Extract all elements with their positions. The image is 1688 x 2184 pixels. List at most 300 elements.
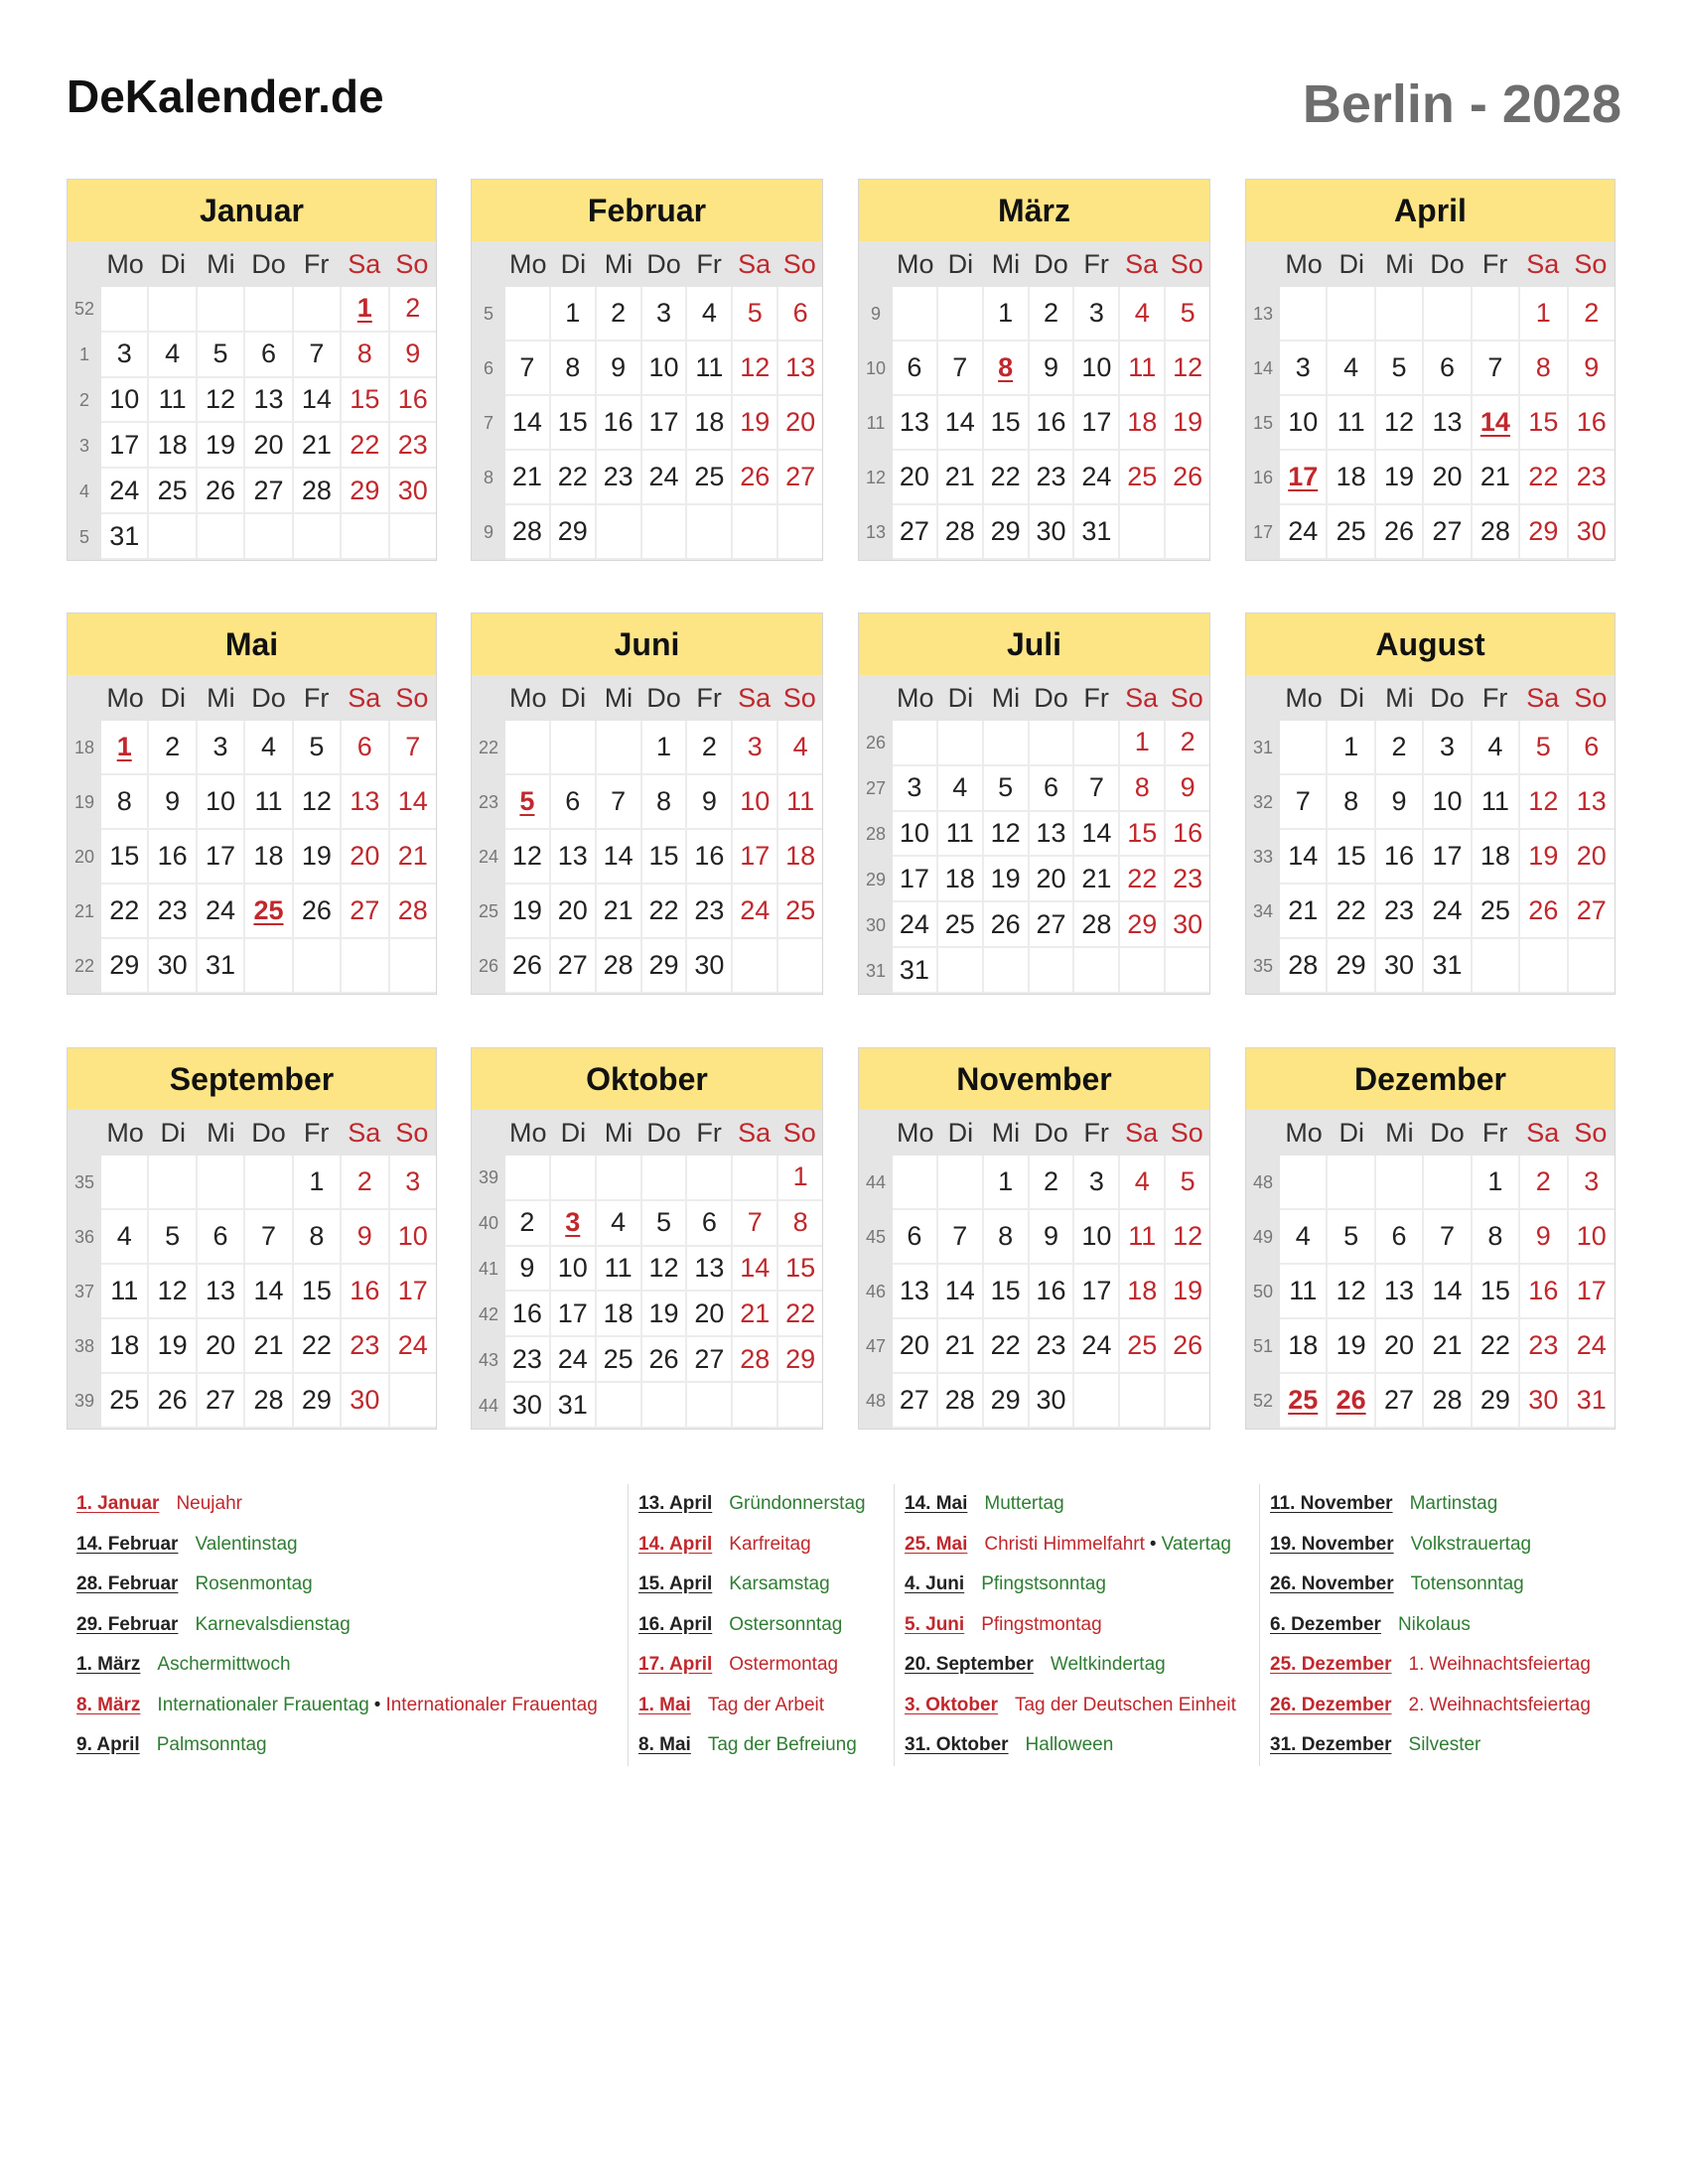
month-name: Juni: [472, 614, 822, 675]
day-cell: 14: [938, 1265, 984, 1319]
empty-day-cell: [1376, 1156, 1424, 1210]
weekday-label: Mi: [207, 682, 235, 713]
holiday-date: 4. Juni: [905, 1573, 965, 1595]
week-number: 48: [1246, 1156, 1280, 1210]
weekday-label: Fr: [1083, 1117, 1109, 1148]
empty-day-cell: [597, 1383, 642, 1429]
holiday-date: 26. Dezember: [1270, 1694, 1392, 1715]
weekday-label: Mo: [897, 682, 934, 713]
empty-day-cell: [149, 514, 197, 560]
week-row: [68, 1265, 436, 1319]
day-cell: 1: [551, 287, 597, 341]
week-number: 10: [859, 341, 893, 396]
week-number-header: [68, 241, 101, 287]
day-cell: 25: [687, 451, 733, 505]
day-cell: 16: [342, 1265, 389, 1319]
holiday-name: Volkstrauertag: [1410, 1533, 1532, 1555]
day-cell: 19: [733, 396, 778, 451]
holiday-entry: [76, 1686, 598, 1726]
day-cell: 16: [1376, 830, 1424, 885]
week-row: [859, 505, 1209, 560]
day-cell: 13: [1030, 812, 1075, 858]
day-cell: 13: [893, 396, 938, 451]
day-cell: 16: [1166, 812, 1209, 858]
weekday-label: Do: [251, 1117, 286, 1148]
day-cell: 23: [597, 451, 642, 505]
weekday-label: Sa: [1125, 248, 1159, 279]
day-cell: 6: [1569, 721, 1615, 775]
day-cell: 14: [505, 396, 551, 451]
empty-day-cell: [1280, 287, 1328, 341]
day-cell: 20: [687, 1292, 733, 1337]
empty-day-cell: [597, 505, 642, 560]
day-cell: 17: [893, 857, 938, 902]
day-cell: 9: [149, 775, 197, 830]
weekday-label: Mi: [1385, 248, 1414, 279]
day-cell: 28: [1424, 1374, 1472, 1429]
day-cell: 3: [101, 333, 149, 378]
day-cell: 15: [294, 1265, 342, 1319]
day-cell: 18: [1280, 1319, 1328, 1374]
day-cell: 5: [642, 1201, 688, 1247]
day-cell: 27: [893, 1374, 938, 1429]
day-cell: 17: [1074, 396, 1120, 451]
day-cell: 21: [1074, 857, 1120, 902]
holiday-date: 13. April: [638, 1493, 713, 1515]
day-cell: 22: [1328, 885, 1375, 939]
day-cell: 30: [687, 939, 733, 994]
weekday-label: Fr: [1083, 248, 1109, 279]
day-cell: 5: [984, 766, 1030, 812]
day-cell: 23: [687, 885, 733, 939]
weekday-label: So: [782, 1117, 816, 1148]
day-cell: 18: [1120, 1265, 1166, 1319]
day-cell: 12: [1166, 1210, 1209, 1265]
day-cell: 5: [505, 775, 551, 830]
week-number: 12: [859, 451, 893, 505]
weekday-label: Mo: [897, 1117, 934, 1148]
empty-day-cell: [149, 287, 197, 333]
day-cell: 9: [1520, 1210, 1568, 1265]
weekday-label: Mo: [106, 682, 144, 713]
day-cell: 13: [198, 1265, 245, 1319]
weekday-label: Sa: [1526, 248, 1560, 279]
day-cell: 20: [1376, 1319, 1424, 1374]
day-cell: 1: [1520, 287, 1568, 341]
weekday-label: Di: [947, 1117, 974, 1148]
weekday-label: Mi: [207, 248, 235, 279]
day-cell: 14: [1074, 812, 1120, 858]
month-name: März: [859, 180, 1209, 241]
weekday-label: Mo: [897, 248, 934, 279]
week-row: [859, 766, 1209, 812]
week-row: [472, 1292, 822, 1337]
holiday-date: 19. November: [1270, 1533, 1394, 1555]
month-januar: [67, 179, 437, 561]
day-cell: 15: [1120, 812, 1166, 858]
holiday-name: Tag der Befreiung: [707, 1734, 857, 1756]
weekday-label: Mi: [991, 1117, 1021, 1148]
day-cell: 6: [893, 341, 938, 396]
day-cell: 3: [642, 287, 688, 341]
weekday-label: So: [1170, 248, 1203, 279]
day-cell: 16: [1030, 1265, 1075, 1319]
weekday-label: Fr: [696, 248, 722, 279]
day-cell: 11: [1120, 1210, 1166, 1265]
day-cell: 27: [1424, 505, 1472, 560]
week-number: 41: [472, 1247, 505, 1293]
weekday-label: Sa: [348, 682, 381, 713]
day-cell: 2: [342, 1156, 389, 1210]
week-row: [1246, 505, 1615, 560]
day-cell: 10: [101, 378, 149, 424]
day-cell: 14: [1424, 1265, 1472, 1319]
empty-day-cell: [687, 1383, 733, 1429]
week-row: [859, 948, 1209, 994]
day-cell: 2: [1030, 1156, 1075, 1210]
day-cell: 22: [984, 451, 1030, 505]
day-cell: 14: [597, 830, 642, 885]
weekday-label: Sa: [1125, 1117, 1159, 1148]
day-cell: 21: [1424, 1319, 1472, 1374]
week-number: 40: [472, 1201, 505, 1247]
day-cell: 22: [778, 1292, 822, 1337]
day-cell: 2: [390, 287, 436, 333]
holiday-name: 2. Weihnachtsfeiertag: [1408, 1694, 1591, 1715]
holiday-entry: [905, 1725, 1236, 1766]
day-cell: 6: [1030, 766, 1075, 812]
empty-day-cell: [245, 287, 293, 333]
holiday-date: 31. Oktober: [905, 1734, 1009, 1756]
day-cell: 11: [1120, 341, 1166, 396]
holiday-date: 8. Mai: [638, 1734, 691, 1756]
holiday-name: Karnevalsdienstag: [195, 1613, 351, 1635]
holiday-name: Silvester: [1408, 1734, 1481, 1756]
empty-day-cell: [1074, 721, 1120, 766]
day-cell: 11: [101, 1265, 149, 1319]
day-cell: 20: [342, 830, 389, 885]
empty-day-cell: [198, 514, 245, 560]
day-cell: 19: [294, 830, 342, 885]
day-cell: 12: [1520, 775, 1568, 830]
day-cell: 25: [149, 469, 197, 514]
holiday-name: Pfingstsonntag: [981, 1573, 1106, 1595]
week-number: 48: [859, 1374, 893, 1429]
day-cell: 15: [342, 378, 389, 424]
day-cell: 29: [984, 1374, 1030, 1429]
day-cell: 6: [198, 1210, 245, 1265]
month-name: November: [859, 1048, 1209, 1110]
day-cell: 15: [551, 396, 597, 451]
week-row: [1246, 775, 1615, 830]
day-cell: 13: [893, 1265, 938, 1319]
bullet-separator: •: [373, 1694, 381, 1715]
month-juli: [858, 613, 1210, 995]
week-number: 8: [472, 451, 505, 505]
week-row: [68, 469, 436, 514]
week-number: 24: [472, 830, 505, 885]
day-cell: 1: [1473, 1156, 1520, 1210]
empty-day-cell: [984, 948, 1030, 994]
bullet-separator: •: [1149, 1533, 1157, 1555]
day-cell: 29: [342, 469, 389, 514]
empty-day-cell: [778, 939, 822, 994]
weekday-label: So: [395, 682, 429, 713]
holiday-column: [894, 1484, 1236, 1766]
weekday-label: Mi: [604, 682, 633, 713]
day-cell: 24: [101, 469, 149, 514]
holiday-column: [1259, 1484, 1591, 1766]
day-cell: 24: [1074, 451, 1120, 505]
empty-day-cell: [733, 505, 778, 560]
day-cell: 28: [938, 1374, 984, 1429]
empty-day-cell: [245, 939, 293, 994]
day-cell: 17: [642, 396, 688, 451]
month-name: August: [1246, 614, 1615, 675]
day-cell: 6: [245, 333, 293, 378]
day-cell: 3: [893, 766, 938, 812]
weekday-label: Do: [1430, 248, 1465, 279]
empty-day-cell: [101, 1156, 149, 1210]
day-cell: 11: [1280, 1265, 1328, 1319]
day-cell: 9: [1030, 1210, 1075, 1265]
day-cell: 22: [551, 451, 597, 505]
day-cell: 9: [505, 1247, 551, 1293]
day-cell: 2: [1376, 721, 1424, 775]
weekday-label: Fr: [1481, 1117, 1508, 1148]
day-cell: 24: [551, 1337, 597, 1383]
month-name: Juli: [859, 614, 1209, 675]
day-cell: 30: [505, 1383, 551, 1429]
holiday-name: Weltkindertag: [1050, 1654, 1166, 1676]
empty-day-cell: [505, 287, 551, 341]
day-cell: 8: [1328, 775, 1375, 830]
empty-day-cell: [893, 1156, 938, 1210]
holiday-name: Palmsonntag: [156, 1734, 267, 1756]
day-cell: 28: [938, 505, 984, 560]
day-cell: 5: [149, 1210, 197, 1265]
holiday-entry: [1270, 1565, 1591, 1605]
day-cell: 22: [1520, 451, 1568, 505]
empty-day-cell: [1328, 287, 1375, 341]
week-row: [1246, 287, 1615, 341]
week-number-header: [472, 1110, 505, 1156]
week-number: 43: [472, 1337, 505, 1383]
day-cell: 11: [597, 1247, 642, 1293]
day-cell: 24: [733, 885, 778, 939]
day-cell: 8: [984, 1210, 1030, 1265]
week-row: [859, 451, 1209, 505]
weekday-label: Do: [251, 682, 286, 713]
day-cell: 31: [1569, 1374, 1615, 1429]
holiday-date: 15. April: [638, 1573, 713, 1595]
empty-day-cell: [505, 721, 551, 775]
day-cell: 29: [642, 939, 688, 994]
week-number: 27: [859, 766, 893, 812]
week-number: 13: [1246, 287, 1280, 341]
day-cell: 23: [149, 885, 197, 939]
day-cell: 20: [1030, 857, 1075, 902]
day-cell: 17: [1280, 451, 1328, 505]
day-cell: 13: [1424, 396, 1472, 451]
day-cell: 23: [390, 423, 436, 469]
week-number-header: [472, 675, 505, 721]
week-number: 35: [1246, 939, 1280, 994]
weekday-label: Mo: [1285, 248, 1323, 279]
holiday-name: Vatertag: [1161, 1533, 1231, 1555]
empty-day-cell: [1376, 287, 1424, 341]
holiday-date: 1. Januar: [76, 1493, 160, 1515]
week-row: [859, 341, 1209, 396]
weekday-label: Di: [1338, 1117, 1364, 1148]
week-row: [68, 287, 436, 333]
empty-day-cell: [1074, 948, 1120, 994]
week-number: 18: [68, 721, 101, 775]
day-cell: 29: [1520, 505, 1568, 560]
week-row: [472, 939, 822, 994]
holiday-date: 25. Mai: [905, 1533, 968, 1555]
holiday-name: Karfreitag: [729, 1533, 811, 1555]
holiday-date: 9. April: [76, 1734, 140, 1756]
day-cell: 2: [1569, 287, 1615, 341]
day-cell: 2: [1166, 721, 1209, 766]
day-cell: 16: [149, 830, 197, 885]
weekday-label: Di: [947, 682, 974, 713]
empty-day-cell: [390, 1374, 436, 1429]
day-cell: 26: [1376, 505, 1424, 560]
day-cell: 10: [390, 1210, 436, 1265]
day-cell: 7: [245, 1210, 293, 1265]
week-number: 39: [472, 1156, 505, 1201]
day-cell: 15: [1328, 830, 1375, 885]
day-cell: 31: [551, 1383, 597, 1429]
day-cell: 7: [1424, 1210, 1472, 1265]
day-cell: 11: [687, 341, 733, 396]
weekday-label: Do: [1430, 682, 1465, 713]
empty-day-cell: [1280, 1156, 1328, 1210]
day-cell: 17: [733, 830, 778, 885]
empty-day-cell: [1030, 948, 1075, 994]
month-februar: [471, 179, 823, 561]
empty-day-cell: [1473, 287, 1520, 341]
day-cell: 29: [778, 1337, 822, 1383]
week-number-header: [68, 1110, 101, 1156]
holiday-entry: [1270, 1605, 1591, 1646]
day-cell: 16: [390, 378, 436, 424]
empty-day-cell: [1424, 1156, 1472, 1210]
day-cell: 7: [597, 775, 642, 830]
day-cell: 6: [778, 287, 822, 341]
day-cell: 10: [1569, 1210, 1615, 1265]
day-cell: 25: [1280, 1374, 1328, 1429]
week-number: 4: [68, 469, 101, 514]
day-cell: 13: [245, 378, 293, 424]
holiday-date: 8. März: [76, 1694, 141, 1715]
day-cell: 7: [733, 1201, 778, 1247]
month-name: September: [68, 1048, 436, 1110]
day-cell: 11: [938, 812, 984, 858]
weekday-label: Mi: [991, 682, 1021, 713]
holiday-entry: [76, 1605, 598, 1646]
day-cell: 14: [390, 775, 436, 830]
empty-day-cell: [893, 721, 938, 766]
day-cell: 5: [733, 287, 778, 341]
day-cell: 8: [551, 341, 597, 396]
weekday-label: So: [1170, 1117, 1203, 1148]
day-cell: 30: [149, 939, 197, 994]
day-cell: 22: [1473, 1319, 1520, 1374]
day-cell: 12: [984, 812, 1030, 858]
day-cell: 4: [1473, 721, 1520, 775]
day-cell: 1: [101, 721, 149, 775]
holiday-name: Karsamstag: [729, 1573, 830, 1595]
empty-day-cell: [390, 939, 436, 994]
holiday-entry: [638, 1686, 866, 1726]
week-row: [472, 775, 822, 830]
holiday-name: Aschermittwoch: [157, 1654, 291, 1676]
empty-day-cell: [294, 939, 342, 994]
weekday-label: Di: [560, 682, 587, 713]
week-row: [1246, 1374, 1615, 1429]
week-number: 7: [472, 396, 505, 451]
holiday-column: [76, 1484, 598, 1766]
day-cell: 19: [1520, 830, 1568, 885]
day-cell: 23: [1376, 885, 1424, 939]
weekday-label: So: [1574, 248, 1608, 279]
week-row: [472, 341, 822, 396]
day-cell: 18: [687, 396, 733, 451]
day-cell: 16: [597, 396, 642, 451]
empty-day-cell: [938, 948, 984, 994]
day-cell: 27: [1569, 885, 1615, 939]
week-number: 16: [1246, 451, 1280, 505]
month-dezember: [1245, 1047, 1616, 1430]
weekday-label: So: [1574, 1117, 1608, 1148]
day-cell: 29: [1120, 902, 1166, 948]
day-cell: 22: [1120, 857, 1166, 902]
day-cell: 17: [1569, 1265, 1615, 1319]
day-cell: 26: [198, 469, 245, 514]
weekday-label: So: [782, 248, 816, 279]
weekday-label: So: [395, 1117, 429, 1148]
week-row: [859, 1265, 1209, 1319]
day-cell: 21: [505, 451, 551, 505]
weekday-label: Fr: [303, 248, 330, 279]
day-cell: 5: [1166, 1156, 1209, 1210]
day-cell: 31: [893, 948, 938, 994]
day-cell: 13: [687, 1247, 733, 1293]
day-cell: 8: [984, 341, 1030, 396]
month-name: Mai: [68, 614, 436, 675]
week-number: 15: [1246, 396, 1280, 451]
holiday-column: [628, 1484, 866, 1766]
holiday-name: Christi Himmelfahrt: [984, 1533, 1145, 1555]
day-cell: 24: [198, 885, 245, 939]
weekday-label: Mo: [1285, 1117, 1323, 1148]
day-cell: 23: [1166, 857, 1209, 902]
day-cell: 14: [938, 396, 984, 451]
day-cell: 9: [1030, 341, 1075, 396]
day-cell: 25: [101, 1374, 149, 1429]
holiday-entry: [76, 1525, 598, 1566]
empty-day-cell: [687, 1156, 733, 1201]
day-cell: 9: [1376, 775, 1424, 830]
week-number: 52: [1246, 1374, 1280, 1429]
empty-day-cell: [1030, 721, 1075, 766]
day-cell: 4: [149, 333, 197, 378]
day-cell: 20: [778, 396, 822, 451]
holiday-name: Tag der Arbeit: [707, 1694, 825, 1715]
